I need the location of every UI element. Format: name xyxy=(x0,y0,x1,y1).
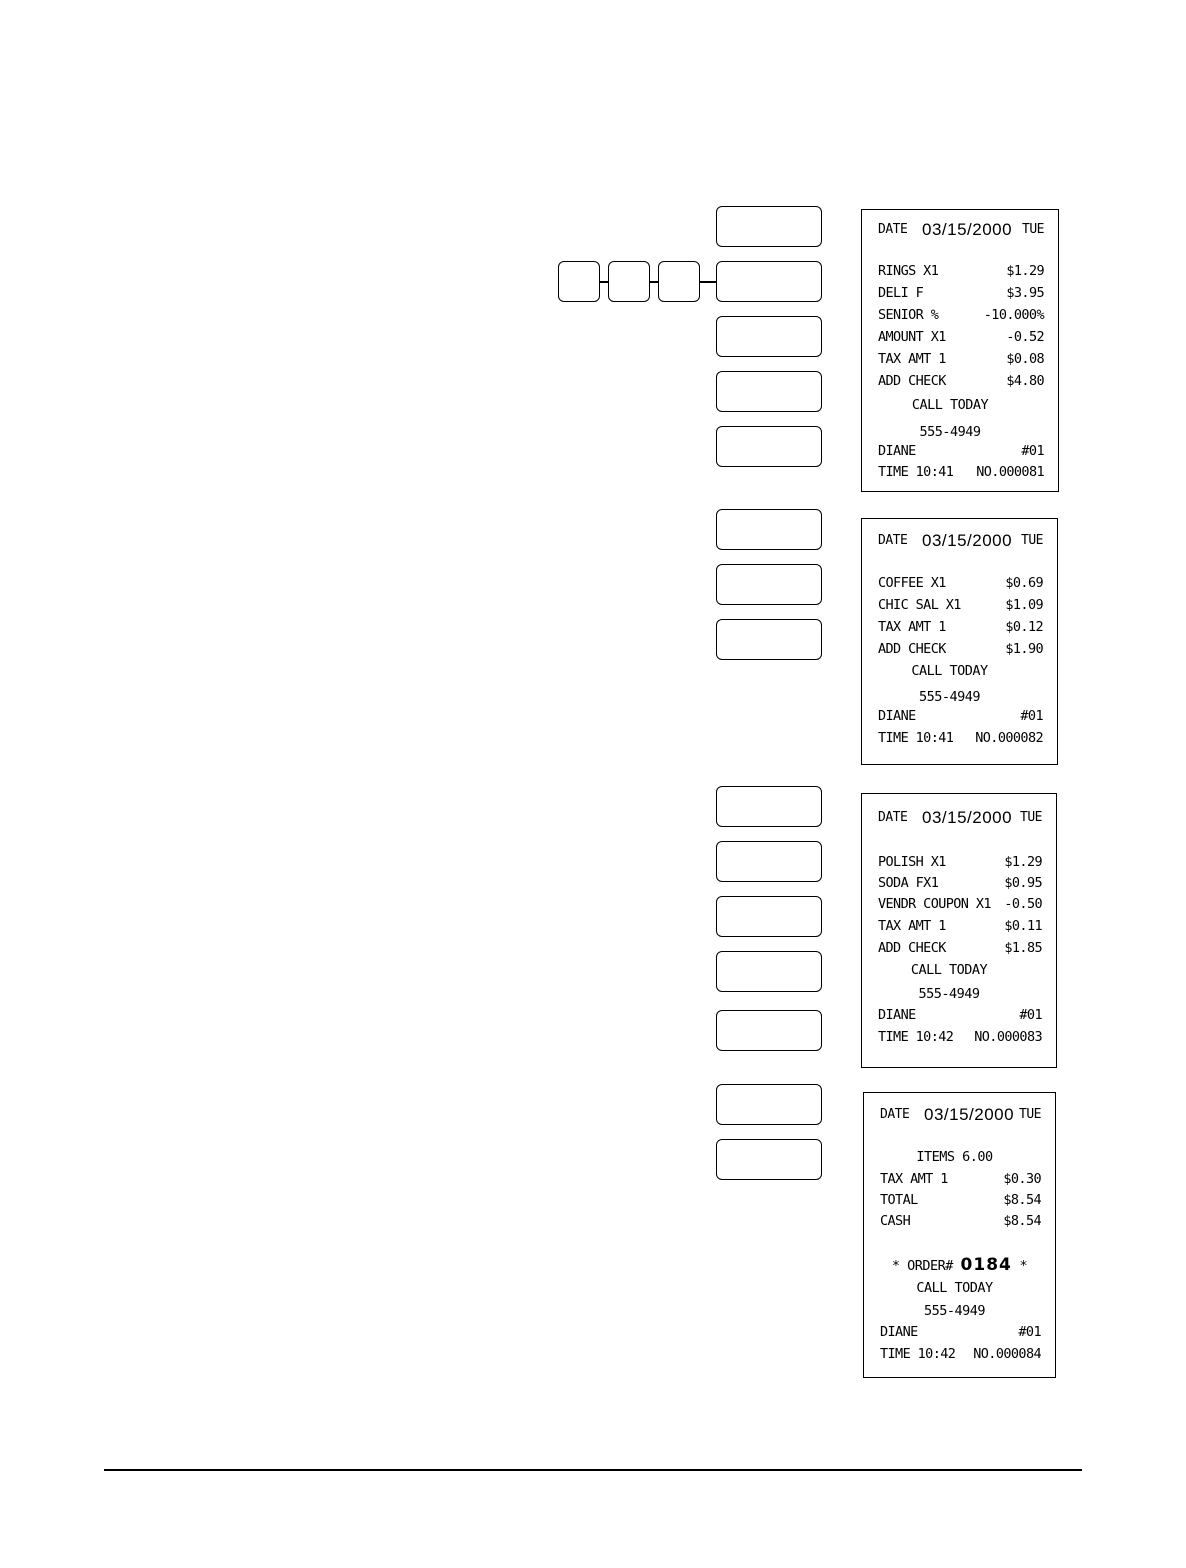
register-key-4-2[interactable] xyxy=(716,1139,822,1180)
register-key-2-1[interactable] xyxy=(716,509,822,550)
register-key-1-5[interactable] xyxy=(716,426,822,467)
receipt-line xyxy=(878,285,1044,305)
receipt-line xyxy=(878,263,1044,283)
line-value: $1.29 xyxy=(1004,854,1042,870)
receipt-line xyxy=(878,940,1042,960)
line-label: DELI F xyxy=(878,285,924,301)
receipt-line xyxy=(878,875,1042,895)
receipt-line xyxy=(880,1213,1041,1233)
register-key-3-1[interactable] xyxy=(716,786,822,827)
line-value: $0.95 xyxy=(1004,875,1042,891)
line-value: -10.000% xyxy=(983,307,1044,323)
line-value: -0.50 xyxy=(1004,896,1042,912)
line-value: $1.29 xyxy=(1006,263,1044,279)
receipt-number: NO.000084 xyxy=(973,1346,1041,1362)
line-value: $8.54 xyxy=(1003,1192,1041,1208)
line-label: TAX AMT 1 xyxy=(878,619,946,635)
receipt-phone: 555-4949 xyxy=(918,986,980,1002)
register-key-1-2[interactable] xyxy=(716,261,822,302)
receipt-date: 03/15/2000 xyxy=(922,531,1013,550)
receipt-line xyxy=(878,351,1044,371)
receipt-time xyxy=(878,1029,1042,1049)
receipt-date: 03/15/2000 xyxy=(922,808,1013,827)
clerk-name: DIANE xyxy=(878,708,916,724)
line-value: $0.69 xyxy=(1005,575,1043,591)
numeric-key-2[interactable] xyxy=(608,261,650,302)
clerk-id: #01 xyxy=(1018,1324,1041,1340)
receipt-clerk xyxy=(878,443,1044,463)
clerk-name: DIANE xyxy=(878,443,916,459)
receipt-day: TUE xyxy=(1019,1107,1041,1122)
line-label: SENIOR % xyxy=(878,307,939,323)
receipt-header xyxy=(878,808,1042,828)
line-label: CHIC SAL X1 xyxy=(878,597,961,613)
register-key-2-3[interactable] xyxy=(716,619,822,660)
register-key-2-2[interactable] xyxy=(716,564,822,605)
line-value: $8.54 xyxy=(1003,1213,1041,1229)
time-label: TIME 10:42 xyxy=(878,1029,954,1045)
order-suffix: * xyxy=(1019,1258,1028,1274)
footer-rule xyxy=(104,1469,1082,1471)
line-label: ADD CHECK xyxy=(878,641,946,657)
receipt-message: CALL TODAY xyxy=(911,397,989,413)
receipt-header xyxy=(878,220,1044,240)
receipt-1 xyxy=(861,209,1059,492)
clerk-name: DIANE xyxy=(878,1007,916,1023)
date-label: DATE xyxy=(878,533,908,548)
line-label: RINGS X1 xyxy=(878,263,939,279)
register-key-4-1[interactable] xyxy=(716,1084,822,1125)
line-label: CASH xyxy=(880,1213,911,1229)
register-key-1-1[interactable] xyxy=(716,206,822,247)
line-value: $0.08 xyxy=(1006,351,1044,367)
receipt-number: NO.000081 xyxy=(976,464,1044,480)
line-value: $0.11 xyxy=(1004,918,1042,934)
receipt-items: ITEMS 6.00 xyxy=(916,1149,993,1165)
line-value: $0.12 xyxy=(1005,619,1043,635)
line-value: $1.85 xyxy=(1004,940,1042,956)
line-label: ADD CHECK xyxy=(878,373,946,389)
receipt-line xyxy=(880,1192,1041,1212)
clerk-id: #01 xyxy=(1021,443,1044,459)
date-label: DATE xyxy=(880,1107,910,1122)
receipt-line xyxy=(878,896,1042,916)
receipt-line xyxy=(878,575,1043,595)
line-value: -0.52 xyxy=(1006,329,1044,345)
clerk-name: DIANE xyxy=(880,1324,918,1340)
numeric-key-3[interactable] xyxy=(658,261,700,302)
line-label: POLISH X1 xyxy=(878,854,946,870)
line-label: SODA FX1 xyxy=(878,875,939,891)
line-label: COFFEE X1 xyxy=(878,575,946,591)
receipt-line xyxy=(880,1171,1041,1191)
line-label: VENDR COUPON X1 xyxy=(878,896,991,912)
receipt-header xyxy=(878,531,1043,551)
receipt-line xyxy=(878,597,1043,617)
receipt-line xyxy=(878,641,1043,661)
time-label: TIME 10:41 xyxy=(878,730,954,746)
receipt-line xyxy=(878,619,1043,639)
receipt-day: TUE xyxy=(1022,222,1044,237)
receipt-day: TUE xyxy=(1021,533,1043,548)
receipt-line xyxy=(878,854,1042,874)
receipt-clerk xyxy=(878,708,1043,728)
line-value: $1.90 xyxy=(1005,641,1043,657)
receipt-date: 03/15/2000 xyxy=(924,1105,1015,1124)
register-key-1-3[interactable] xyxy=(716,316,822,357)
line-label: TAX AMT 1 xyxy=(878,351,946,367)
receipt-message: CALL TODAY xyxy=(916,1280,993,1296)
key-connector xyxy=(600,281,608,283)
order-prefix: * ORDER# xyxy=(891,1258,953,1274)
time-label: TIME 10:41 xyxy=(878,464,954,480)
register-key-3-5[interactable] xyxy=(716,1010,822,1051)
numeric-key-1[interactable] xyxy=(558,261,600,302)
line-label: TOTAL xyxy=(880,1192,918,1208)
receipt-clerk xyxy=(880,1324,1041,1344)
line-value: $4.80 xyxy=(1006,373,1044,389)
register-key-3-2[interactable] xyxy=(716,841,822,882)
receipt-3 xyxy=(861,793,1057,1068)
receipt-date: 03/15/2000 xyxy=(922,220,1013,239)
order-number: 0184 xyxy=(960,1255,1012,1275)
receipt-time xyxy=(878,464,1044,484)
time-label: TIME 10:42 xyxy=(880,1346,956,1362)
receipt-day: TUE xyxy=(1020,810,1042,825)
receipt-number: NO.000083 xyxy=(974,1029,1042,1045)
line-label: TAX AMT 1 xyxy=(878,918,946,934)
receipt-clerk xyxy=(878,1007,1042,1027)
receipt-message: CALL TODAY xyxy=(911,663,988,679)
receipt-phone: 555-4949 xyxy=(923,1303,986,1319)
receipt-line xyxy=(878,918,1042,938)
receipt-4 xyxy=(863,1092,1056,1378)
receipt-header xyxy=(880,1105,1041,1125)
clerk-id: #01 xyxy=(1020,708,1043,724)
line-value: $3.95 xyxy=(1006,285,1044,301)
receipt-line xyxy=(878,307,1044,327)
date-label: DATE xyxy=(878,810,908,825)
receipt-number: NO.000082 xyxy=(975,730,1043,746)
clerk-id: #01 xyxy=(1019,1007,1042,1023)
line-label: TAX AMT 1 xyxy=(880,1171,948,1187)
line-label: ADD CHECK xyxy=(878,940,946,956)
receipt-2 xyxy=(861,518,1058,765)
order-number-line xyxy=(864,1255,1055,1275)
line-value: $0.30 xyxy=(1003,1171,1041,1187)
line-label: AMOUNT X1 xyxy=(878,329,946,345)
receipt-message: CALL TODAY xyxy=(910,962,988,978)
register-key-3-4[interactable] xyxy=(716,951,822,992)
register-key-1-4[interactable] xyxy=(716,371,822,412)
receipt-time xyxy=(878,730,1043,750)
key-connector xyxy=(650,281,658,283)
receipt-line xyxy=(878,373,1044,393)
receipt-phone: 555-4949 xyxy=(919,424,981,440)
line-value: $1.09 xyxy=(1005,597,1043,613)
date-label: DATE xyxy=(878,222,908,237)
receipt-line xyxy=(878,329,1044,349)
register-key-3-3[interactable] xyxy=(716,896,822,937)
receipt-phone: 555-4949 xyxy=(918,689,981,705)
key-connector xyxy=(700,281,716,283)
receipt-time xyxy=(880,1346,1041,1366)
